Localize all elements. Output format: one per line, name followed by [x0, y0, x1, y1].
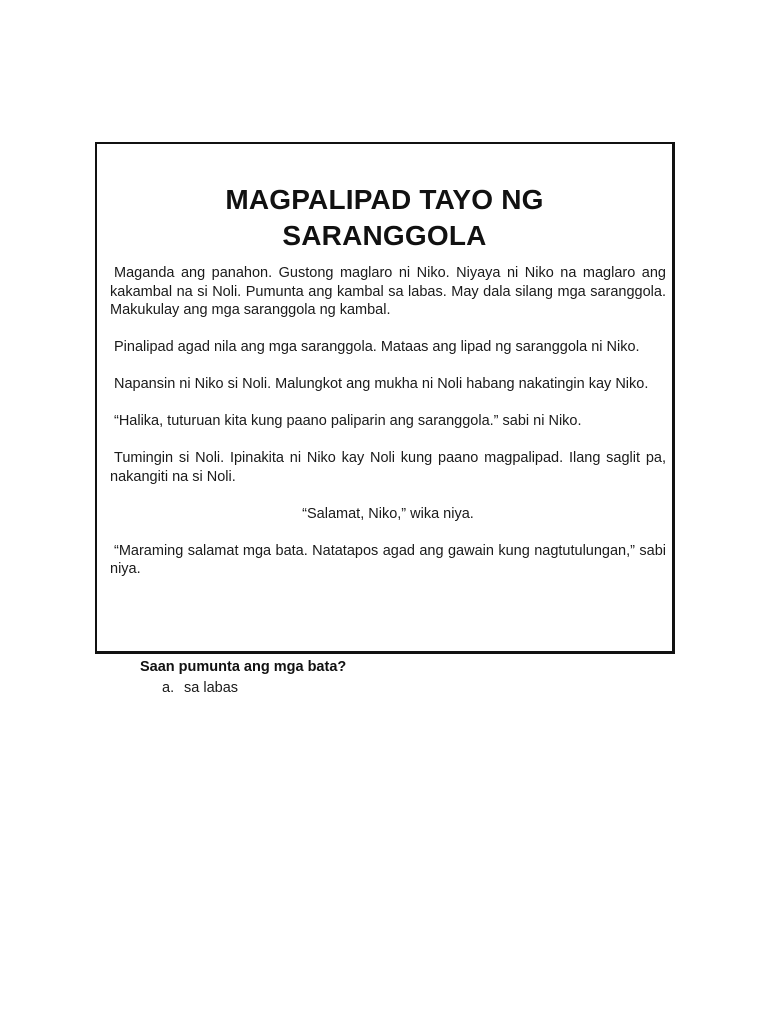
quiz-question: Saan pumunta ang mga bata? [140, 659, 347, 675]
story-title [97, 182, 672, 254]
story-paragraph-dialogue: “Salamat, Niko,” wika niya. [302, 505, 474, 522]
story-paragraph: Pinalipad agad nila ang mga saranggola. Mataas ang lipad ng saranggola ni Niko. [114, 339, 640, 355]
quiz-choice-a [162, 679, 238, 697]
story-title-line-1: MAGPALIPAD TAYO NG [225, 184, 544, 215]
choice-text: sa labas [184, 680, 239, 696]
story-body [110, 264, 666, 597]
story-paragraph: Napansin ni Niko si Noli. Malungkot ang mukha ni Noli habang nakatingin kay Niko. [114, 376, 649, 392]
story-paragraph: Maganda ang panahon. Gustong maglaro ni Niko. Niyaya ni Niko na maglaro ang kakambal na si Noli. Pumunta ang kambal sa labas. May dala silang mga saranggola. Makukulay ang mga saranggola ng kambal. [110, 265, 666, 318]
choice-letter: a. [162, 680, 175, 696]
story-title-line-2: SARANGGOLA [282, 220, 487, 251]
story-paragraph: Tumingin si Noli. Ipinakita ni Niko kay Noli kung paano magpalipad. Ilang saglit pa, nakangiti na si Noli. [110, 450, 666, 485]
story-box [95, 142, 675, 654]
story-paragraph: “Maraming salamat mga bata. Natatapos agad ang gawain kung nagtutulungan,” sabi niya. [110, 542, 666, 577]
story-paragraph: “Halika, tuturuan kita kung paano paliparin ang saranggola.” sabi ni Niko. [114, 413, 582, 429]
